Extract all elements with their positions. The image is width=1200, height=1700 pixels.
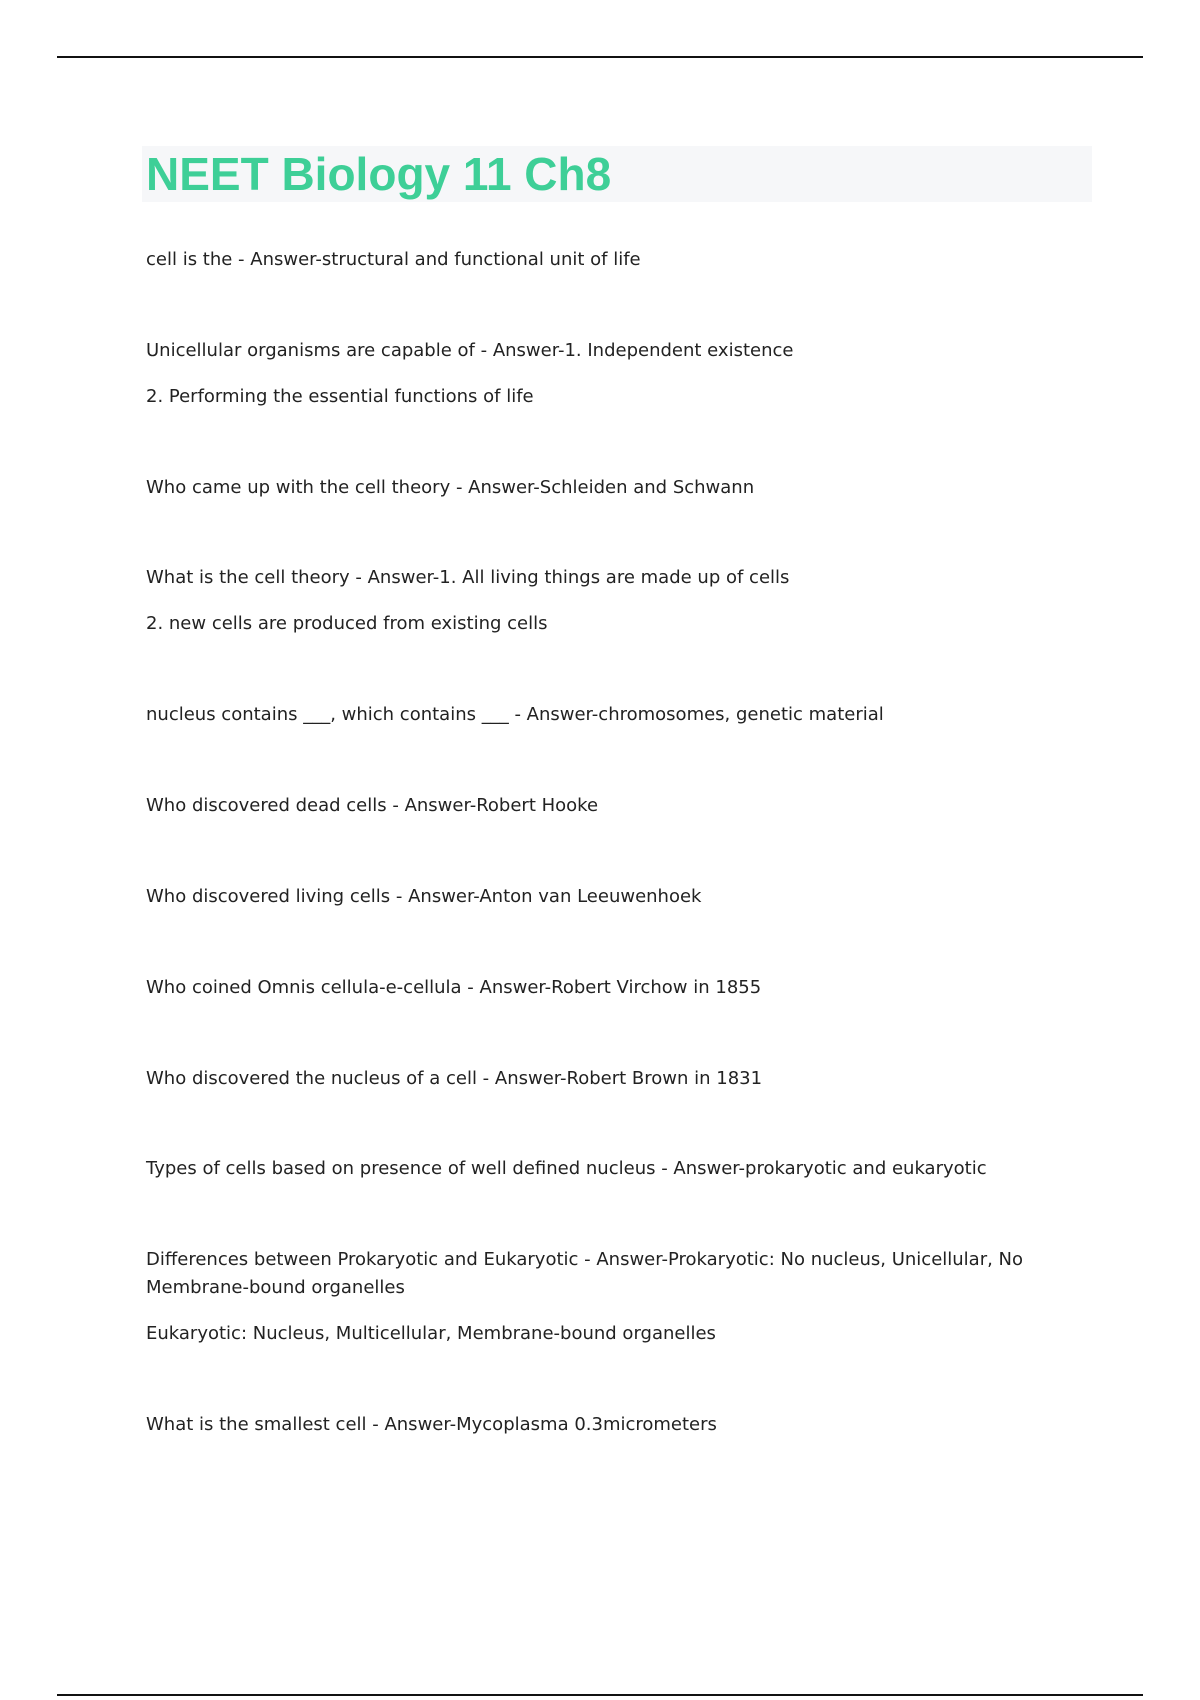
qa-line-2: Unicellular organisms are capable of - Answer-1. Independent existence bbox=[146, 340, 794, 361]
qa-line-3: 2. Performing the essential functions of life bbox=[146, 386, 534, 407]
qa-line-14: Membrane-bound organelles bbox=[146, 1277, 405, 1298]
qa-line-9: Who discovered living cells - Answer-Anton van Leeuwenhoek bbox=[146, 886, 702, 907]
qa-line-7: nucleus contains ___, which contains ___ - Answer-chromosomes, genetic material bbox=[146, 704, 884, 725]
qa-line-13: Differences between Prokaryotic and Eukaryotic - Answer-Prokaryotic: No nucleus, Unicellular, No bbox=[146, 1249, 1024, 1270]
bottom-rule bbox=[57, 1694, 1143, 1696]
qa-line-5: What is the cell theory - Answer-1. All living things are made up of cells bbox=[146, 567, 790, 588]
qa-line-12: Types of cells based on presence of well defined nucleus - Answer-prokaryotic and eukaryotic bbox=[146, 1158, 987, 1179]
qa-line-16: What is the smallest cell - Answer-Mycoplasma 0.3micrometers bbox=[146, 1414, 717, 1435]
qa-line-8: Who discovered dead cells - Answer-Robert Hooke bbox=[146, 795, 599, 816]
top-rule bbox=[57, 56, 1143, 58]
page-title: NEET Biology 11 Ch8 bbox=[146, 148, 612, 200]
qa-line-6: 2. new cells are produced from existing cells bbox=[146, 613, 548, 634]
qa-line-15: Eukaryotic: Nucleus, Multicellular, Membrane-bound organelles bbox=[146, 1323, 716, 1344]
qa-line-1: cell is the - Answer-structural and functional unit of life bbox=[146, 249, 641, 270]
qa-line-10: Who coined Omnis cellula-e-cellula - Answer-Robert Virchow in 1855 bbox=[146, 977, 762, 998]
qa-line-4: Who came up with the cell theory - Answer-Schleiden and Schwann bbox=[146, 477, 755, 498]
qa-line-11: Who discovered the nucleus of a cell - Answer-Robert Brown in 1831 bbox=[146, 1068, 763, 1089]
